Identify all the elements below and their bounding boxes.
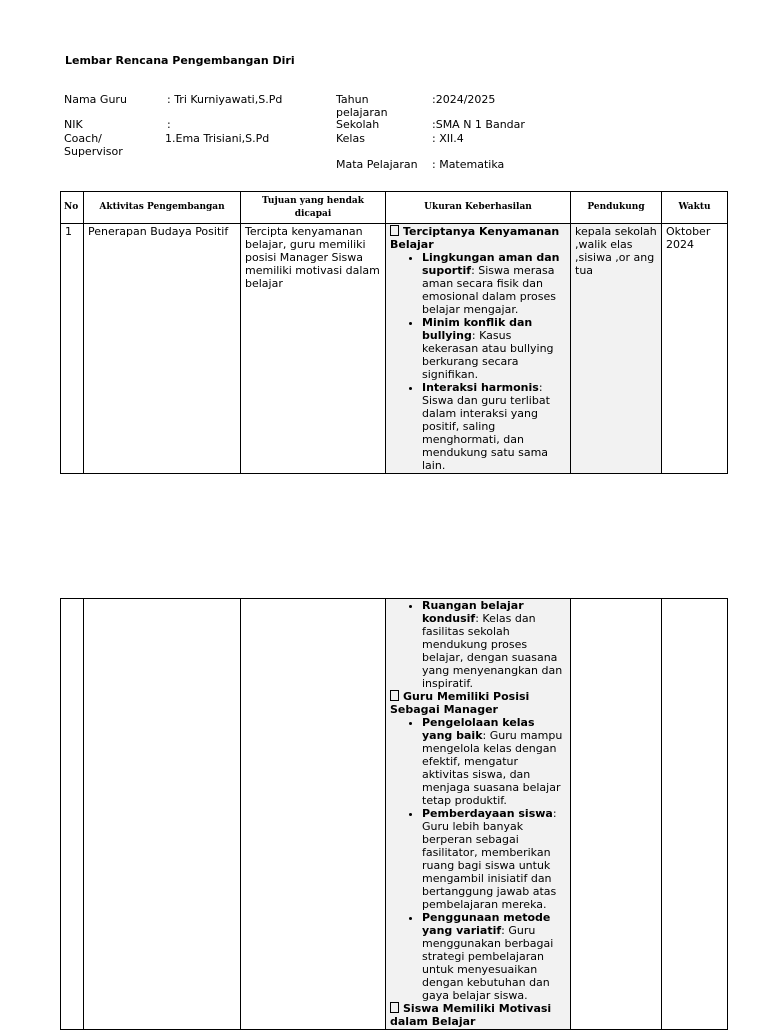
document-title: Lembar Rencana Pengembangan Diri — [65, 54, 295, 67]
list-item: • Lingkungan aman dan suportif: Siswa merasa aman secara fisik dan emosional dalam proses belajar mengajar. — [422, 251, 566, 316]
checkbox-glyph-icon — [390, 1002, 399, 1013]
checkbox-glyph-icon — [390, 225, 399, 236]
list-item: • Pengelolaan kelas yang baik: Guru mampu mengelola kelas dengan efektif, mengatur aktivitas siswa, dan menjaga suasana belajar tetap produktif. — [422, 716, 566, 807]
tahun-value: :2024/2025 — [432, 93, 496, 106]
row-tujuan-cont — [241, 599, 386, 1030]
criteria-list-2 — [390, 716, 566, 1002]
row-pendukung-cont — [571, 599, 662, 1030]
table-header-row — [61, 192, 728, 224]
table-row — [61, 224, 728, 474]
kelas-label: Kelas — [336, 132, 365, 145]
checkbox-glyph-icon — [390, 690, 399, 701]
coach-value: 1.Ema Trisiani,S.Pd — [165, 132, 270, 145]
sekolah-label: Sekolah — [336, 118, 380, 131]
coach-label-line2: Supervisor — [64, 145, 123, 158]
development-plan-table-continued — [60, 598, 728, 1030]
tahun-label-line1: Tahun — [336, 93, 369, 106]
mapel-value: : Matematika — [432, 158, 505, 171]
header-tujuan: Tujuan yang hendak dicapai — [241, 192, 386, 224]
nama-guru-value: : Tri Kurniyawati,S.Pd — [167, 93, 283, 106]
header-no: No — [61, 192, 84, 224]
development-plan-table — [60, 191, 728, 474]
tahun-label-line2: pelajaran — [336, 106, 388, 119]
list-item: • Interaksi harmonis: Siswa dan guru terlibat dalam interaksi yang positif, saling menghormati, dan mendukung satu sama lain. — [422, 381, 566, 472]
header-ukuran: Ukuran Keberhasilan — [386, 192, 571, 224]
criteria-list-1 — [390, 251, 566, 472]
list-item: • Ruangan belajar kondusif: Kelas dan fasilitas sekolah mendukung proses belajar, dengan suasana yang menyenangkan dan inspiratif. — [422, 599, 566, 690]
row-tujuan: Tercipta kenyamanan belajar, guru memiliki posisi Manager Siswa memiliki motivasi dalam belajar — [241, 224, 386, 474]
sekolah-value: :SMA N 1 Bandar — [432, 118, 525, 131]
row-waktu: Oktober 2024 — [662, 224, 728, 474]
nik-label: NIK — [64, 118, 83, 131]
table-row — [61, 599, 728, 1030]
nik-value: : — [167, 118, 171, 131]
mapel-label: Mata Pelajaran — [336, 158, 418, 171]
criteria-section-3: Siswa Memiliki Motivasi dalam Belajar — [390, 1002, 552, 1028]
row-ukuran-cont — [386, 599, 571, 1030]
header-pendukung: Pendukung — [571, 192, 662, 224]
row-aktivitas: Penerapan Budaya Positif — [84, 224, 241, 474]
nama-guru-label: Nama Guru — [64, 93, 127, 106]
list-item: • Penggunaan metode yang variatif: Guru menggunakan berbagai strategi pembelajaran untuk menyesuaikan dengan kebutuhan dan gaya belajar siswa. — [422, 911, 566, 1002]
criteria-list-1-cont — [390, 599, 566, 690]
list-item: • Pemberdayaan siswa: Guru lebih banyak berperan sebagai fasilitator, memberikan ruang bagi siswa untuk mengambil inisiatif dan bertanggung jawab atas pembelajaran mereka. — [422, 807, 566, 911]
row-aktivitas-cont — [84, 599, 241, 1030]
header-aktivitas: Aktivitas Pengembangan — [84, 192, 241, 224]
row-no: 1 — [61, 224, 84, 474]
list-item: • Minim konflik dan bullying: Kasus kekerasan atau bullying berkurang secara signifikan. — [422, 316, 566, 381]
kelas-value: : XII.4 — [432, 132, 464, 145]
coach-label-line1: Coach/ — [64, 132, 102, 145]
row-ukuran — [386, 224, 571, 474]
criteria-section-2: Guru Memiliki Posisi Sebagai Manager — [390, 690, 530, 716]
header-waktu: Waktu — [662, 192, 728, 224]
criteria-section-1: Terciptanya Kenyamanan Belajar — [390, 225, 560, 251]
row-waktu-cont — [662, 599, 728, 1030]
row-no-cont — [61, 599, 84, 1030]
row-pendukung: kepala sekolah ,walik elas ,sisiwa ,or ang tua — [571, 224, 662, 474]
